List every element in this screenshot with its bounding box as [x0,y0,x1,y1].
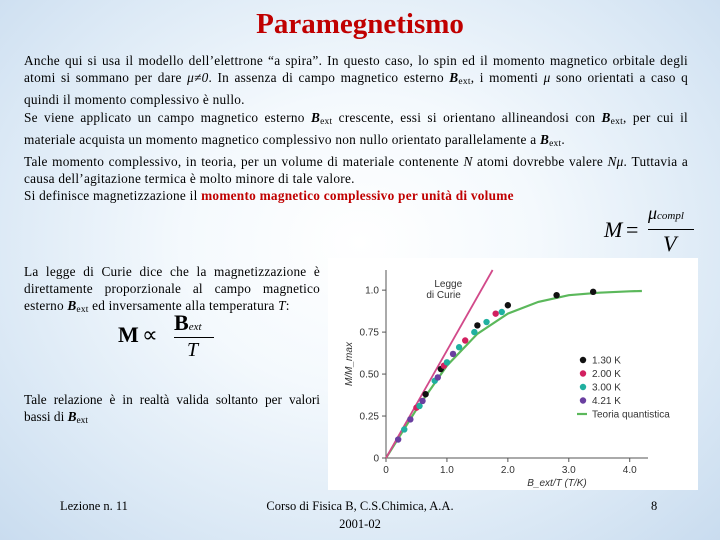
x-tick-label: 3.0 [561,465,576,476]
y-tick-label: 0.50 [359,369,379,381]
data-point [407,416,413,422]
data-point [499,309,505,315]
data-point [471,329,477,335]
legend-label: 4.21 K [592,396,621,407]
paragraph-2: Se viene applicato un campo magnetico esterno $B_{ext}$ crescente, essi si orientano allineandosi con $B_{ext}$, per cui il materiale acquista un momento magnetico complessivo non nullo orientato parallelamente a $B_{ext}$. [24,109,688,149]
footer-lecture: Lezione n. 11 [60,499,128,513]
data-point [492,310,498,316]
paragraph-1: Anche qui si usa il modello dell’elettrone “a spira”. In questo caso, lo spin ed il momento magnetico orbitale degli atomi si sommano per dare μ≠0. In assenza di campo magnetico esterno $B_{ext}$, i momenti μ sono orientati a caso q quindi il momento complessivo è nullo. [24,53,688,108]
legend-label: 1.30 K [592,355,621,367]
data-point [462,337,468,343]
footer-page-number: 8 [651,499,658,513]
legend-marker [580,370,586,376]
magnetization-formula: M = μcompl V [604,205,694,255]
data-point [590,289,596,295]
data-point [450,351,456,357]
x-tick-label: 1.0 [439,465,454,476]
legend-marker [580,397,586,403]
y-tick-label: 1.0 [365,285,379,297]
y-tick-label: 0.75 [359,327,379,339]
validity-text: Tale relazione è in realtà valida soltanto per valori bassi di $B_{ext}$ [24,392,320,427]
x-axis-label: B_ext/T (T/K) [527,478,587,489]
curie-law-label: di Curie [426,289,461,301]
data-point [553,292,559,298]
legend-marker [580,357,586,363]
legend-label: Teoria quantistica [592,409,670,421]
curie-law-label: Legge [434,278,463,290]
paragraph-4: Si definisce magnetizzazione il momento magnetico complessivo per unità di volume [24,188,514,204]
legend-marker [580,384,586,390]
x-tick-label: 2.0 [500,465,515,476]
curie-law-formula: M ∝ Bext T [118,310,218,362]
data-point [505,302,511,308]
y-tick-label: 0.25 [359,411,379,423]
x-tick-label: 4.0 [622,465,637,476]
data-point [444,359,450,365]
data-point [456,344,462,350]
paragraph-3: Tale momento complessivo, in teoria, per un volume di materiale contenente N atomi dovrebbe valere Nμ. Tuttavia a causa dell’agitazione termica è molto minore di tale valore. [24,154,689,187]
data-point [483,319,489,325]
curie-law-text: La legge di Curie dice che la magnetizzazione è direttamente proporzionale al campo magnetico esterno $B_{ext}$ ed inversamente alla temperatura T: [24,264,320,316]
data-point [401,426,407,432]
y-axis-label: M/M_max [344,342,355,386]
x-tick-label: 0 [383,465,389,476]
magnetization-chart [328,258,698,490]
data-point [395,436,401,442]
footer-course: Corso di Fisica B, C.S.Chimica, A.A. 2001-02 [266,499,454,531]
data-point [422,391,428,397]
legend-label: 3.00 K [592,382,621,394]
data-point [435,374,441,380]
slide-title: Paramegnetismo [256,8,464,40]
y-tick-label: 0 [373,453,379,465]
data-point [419,398,425,404]
data-point [474,322,480,328]
body-text [24,52,688,205]
legend-label: 2.00 K [592,369,621,380]
chart-svg [328,258,698,490]
